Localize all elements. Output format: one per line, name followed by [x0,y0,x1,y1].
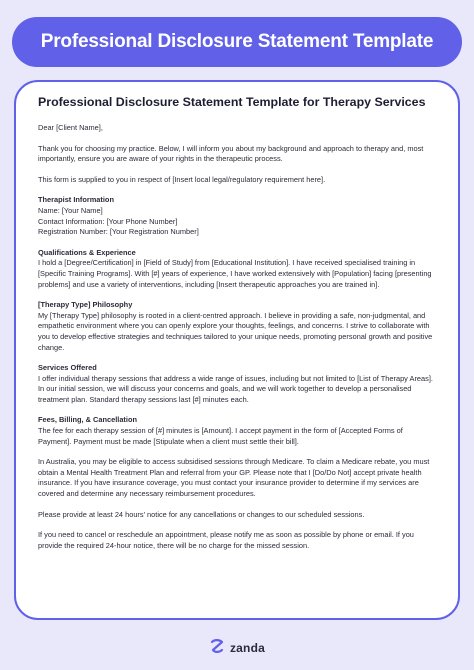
philosophy-heading: [Therapy Type] Philosophy [38,300,133,310]
therapist-name: Name: [Your Name] [38,205,103,215]
therapist-contact: Contact Information: [Your Phone Number] [38,216,178,226]
document-title: Professional Disclosure Statement Template for Therapy Services [38,95,426,109]
therapist-registration: Registration Number: [Your Registration Number] [38,227,199,237]
therapist-information-section [38,195,438,237]
cancel-paragraph: If you need to cancel or reschedule an appointment, please notify me as soon as possible by phone or email. If you provide the required 24-hour notice, there will be no charge for the missed session. [38,530,414,550]
intro-paragraph: Thank you for choosing my practice. Below, I will inform you about my background and approach to therapy and, most importantly, ensure you are aware of your rights in the therapeutic process. [38,143,424,164]
services-section [38,363,438,405]
fees-section [38,415,438,551]
fees-body: The fee for each therapy session of [#] minutes is [Amount]. I accept payment in the form of [Accepted Forms of Payment]. Payment must be made [Stipulate when a client must settle their bill]. [38,426,403,446]
services-heading: Services Offered [38,363,97,373]
zanda-logo-icon [209,638,225,659]
zanda-logo-text: zanda [229,641,265,655]
page-banner [12,17,462,67]
notice-paragraph: Please provide at least 24 hours' notice for any cancellations or changes to our scheduled sessions. [38,509,365,519]
philosophy-body: My [Therapy Type] philosophy is rooted in a client-centred approach. I believe in providing a safe, non-judgmental, and empathetic environment where you can openly explore your thoughts, feelings, and concerns. I strive to collaborate with you to develop effective strategies and techniques tailored to your unique needs, promoting personal growth and positive change. [38,310,433,352]
greeting: Dear [Client Name], [38,123,103,132]
document-content [38,95,438,561]
fees-heading: Fees, Billing, & Cancellation [38,415,137,425]
therapist-information-heading: Therapist Information [38,195,114,205]
services-body: I offer individual therapy sessions that address a wide range of issues, including but not limited to [List of Therapy Areas]. In our initial session, we will discuss your concerns and goals, and we will work together to develop a personalised treatment plan. Standard therapy sessions last [#] minutes each. [38,373,433,404]
banner-title: Professional Disclosure Statement Template [40,31,434,52]
philosophy-section [38,300,438,353]
qualifications-heading: Qualifications & Experience [38,247,136,257]
footer [0,636,474,660]
supplied-paragraph: This form is supplied to you in respect of [Insert local legal/regulatory requirement here]. [38,174,326,184]
qualifications-body: I hold a [Degree/Certification] in [Field of Study] from [Educational Institution]. I have received specialised training in [Specific Training Programs]. With [#] years of experience, I have worked extensively with [Population] facing [presenting problems] and use a variety of interventions, including [Insert therapeutic approaches you are trained in]. [38,258,432,289]
qualifications-section [38,248,438,290]
medicare-paragraph: In Australia, you may be eligible to access subsidised sessions through Medicare. To claim a Medicare rebate, you must obtain a Mental Health Treatment Plan and referral from your GP. Please note that I [Do/Do Not] accept private health insurance. If you have insurance coverage, you must contact your insurance provider to determine if my services are covered and determine any necessary reimbursement procedures. [38,457,430,499]
